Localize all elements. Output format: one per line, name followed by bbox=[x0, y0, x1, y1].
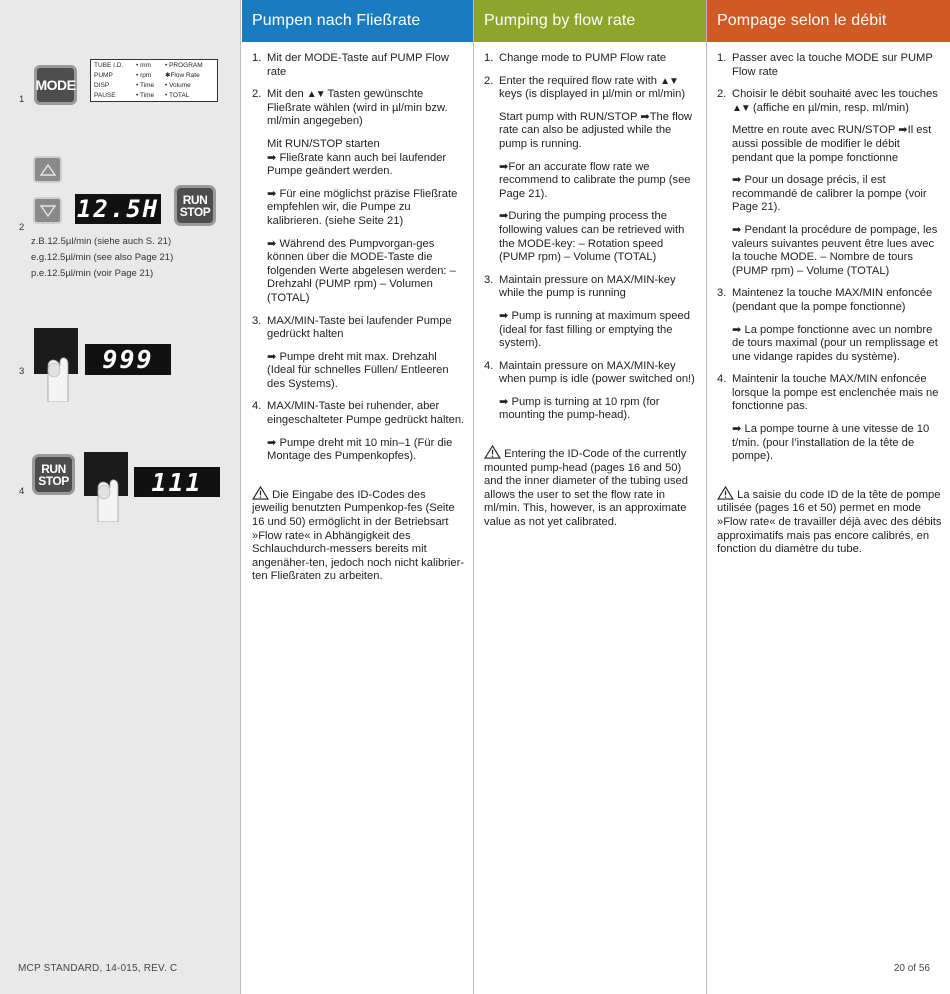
item-number: 3. bbox=[484, 273, 494, 286]
warning-text: La saisie du code ID de la tête de pompe utilisée (pages 16 et 50) permet en mode »Flow rate« de travailler déjà avec des débits approximatifs mais pas encore calibrés, en fonction du diamètre du tube. bbox=[717, 488, 942, 556]
item-number: 1. bbox=[252, 52, 262, 64]
list-item bbox=[717, 88, 942, 115]
column-english bbox=[474, 0, 707, 994]
info-cell: PAUSE bbox=[94, 92, 116, 99]
item-text: Passer avec la touche MODE sur PUMP Flow rate bbox=[732, 52, 933, 78]
caption-de: z.B.12.5µl/min (siehe auch S. 21) bbox=[31, 236, 172, 247]
paragraph: Mettre en route avec RUN/STOP ➡Il est aussi possible de modifier le débit pendant que la pompe fonctionne bbox=[732, 124, 932, 164]
paragraph: ➡For an accurate flow rate we recommend to calibrate the pump (see Page 21). bbox=[499, 160, 691, 200]
down-triangle-icon bbox=[40, 205, 56, 217]
finger-press-icon bbox=[84, 452, 128, 522]
max-speed-display bbox=[85, 344, 171, 375]
paragraph: ➡ Pendant la procédure de pompage, les valeurs suivantes peuvent être lues avec la touche MODE. – Nombre de tours (PUMP rpm) – Volume (TOTAL) bbox=[732, 223, 938, 277]
page-number: 20 of 56 bbox=[893, 963, 930, 974]
item-number: 4. bbox=[484, 359, 494, 372]
item-text: Maintenez la touche MAX/MIN enfoncée (pendant que la pompe fonctionne) bbox=[732, 287, 933, 313]
paragraph: ➡ Pump is turning at 10 rpm (for mounting the pump-head). bbox=[499, 395, 660, 422]
list-item bbox=[484, 75, 698, 102]
stop-label: STOP bbox=[179, 204, 211, 219]
up-down-arrows-icon: ▲▼ bbox=[306, 89, 325, 101]
column-french bbox=[707, 0, 950, 994]
down-arrow-button bbox=[33, 197, 62, 224]
up-arrow-button bbox=[33, 156, 62, 183]
info-cell: ✱Flow Rate bbox=[165, 72, 200, 79]
warning-text: Die Eingabe des ID-Codes des jeweilig benutzten Pumpenkop-fes (Seite 16 und 50) ermöglicht in der Betriebsart »Flow rate« in Abhängigkeit des Schlauchdurch-messers bereits mit angenäher-ten, jedoch noch nicht kalibrier-ten Fließraten zu arbeiten. bbox=[252, 488, 465, 583]
info-cell: • PROGRAM bbox=[165, 62, 203, 69]
paragraph: ➡ Pumpe dreht mit max. Drehzahl (Ideal für schnelles Füllen/ Entleeren des Systems). bbox=[267, 350, 449, 390]
finger-press-icon bbox=[34, 328, 78, 402]
warning-icon bbox=[717, 486, 734, 500]
run-stop-button bbox=[174, 185, 216, 226]
illustration-sidebar bbox=[0, 0, 241, 994]
up-down-arrows-icon: ▲▼ bbox=[732, 102, 750, 114]
item-text: Maintain pressure on MAX/MIN-key when pump is idle (power switched on!) bbox=[499, 359, 695, 386]
item-number: 4. bbox=[717, 373, 727, 386]
item-number: 4. bbox=[252, 400, 262, 413]
info-cell: PUMP bbox=[94, 72, 113, 79]
info-cell: • mm bbox=[136, 62, 151, 69]
list-item bbox=[252, 315, 465, 342]
mode-button-label: MODE bbox=[35, 77, 76, 93]
flow-rate-display bbox=[75, 194, 161, 224]
display-value: 111 bbox=[151, 467, 203, 497]
warning-icon bbox=[252, 486, 269, 500]
info-cell: TUBE I.D. bbox=[94, 62, 124, 69]
item-number: 2. bbox=[484, 74, 494, 87]
paragraph: ➡ La pompe fonctionne avec un nombre de tours maximal (pour un remplissage et une vidange rapides du système). bbox=[732, 323, 938, 363]
warning-note bbox=[252, 486, 465, 584]
item-text: Tasten gewünschte Fließrate wählen (wird in µl/min bzw. ml/min angegeben) bbox=[267, 88, 448, 128]
info-cell: • rpm bbox=[136, 72, 152, 79]
paragraph: ➡ Pour un dosage précis, il est recommandé de calibrer la pompe (voir Page 21). bbox=[732, 174, 927, 214]
item-number: 3. bbox=[717, 287, 727, 300]
item-number: 1. bbox=[717, 52, 727, 64]
list-item bbox=[717, 373, 942, 414]
up-triangle-icon bbox=[40, 164, 56, 176]
paragraph: ➡ Während des Pumpvorgan-ges können über die MODE-Taste die folgenden Werte abgelesen werden: – Drehzahl (PUMP rpm) – Volumen (TOTAL) bbox=[267, 237, 456, 304]
paragraph: Start pump with RUN/STOP ➡The flow rate can also be adjusted while the pump is running. bbox=[499, 110, 692, 150]
item-number: 2. bbox=[717, 88, 727, 101]
step-number: 4 bbox=[19, 486, 25, 497]
item-text: Change mode to PUMP Flow rate bbox=[499, 52, 667, 64]
warning-note bbox=[717, 486, 942, 557]
list-item bbox=[484, 360, 698, 387]
item-text: keys (is displayed in µl/min or ml/min) bbox=[499, 88, 686, 101]
paragraph: ➡ Fließrate kann auch bei laufender Pumpe geändert werden. bbox=[267, 151, 447, 178]
caption-en: e.g.12.5µl/min (see also Page 21) bbox=[31, 252, 174, 263]
item-text: Maintain pressure on MAX/MIN-key while the pump is running bbox=[499, 273, 676, 300]
list-item bbox=[484, 274, 698, 301]
paragraph: ➡During the pumping process the following values can be retrieved with the MODE-key: – Rotation speed (PUMP rpm) – Volume (TOTAL) bbox=[499, 210, 685, 264]
step-number: 3 bbox=[19, 366, 25, 377]
step-number: 2 bbox=[19, 222, 25, 233]
item-text: MAX/MIN-Taste bei ruhender, aber eingeschalteter Pumpe gedrückt halten. bbox=[267, 400, 465, 427]
column-german bbox=[242, 0, 474, 994]
paragraph: ➡ Für eine möglichst präzise Fließrate empfehlen wir, die Pumpe zu kalibrieren. (siehe Seite 21) bbox=[267, 187, 458, 227]
list-item bbox=[252, 88, 465, 129]
up-down-arrows-icon: ▲▼ bbox=[660, 75, 678, 87]
list-item bbox=[717, 52, 942, 79]
info-cell: • TOTAL bbox=[165, 92, 190, 99]
item-text: (affiche en µl/min, resp. ml/min) bbox=[752, 101, 909, 114]
list-item bbox=[252, 52, 465, 79]
paragraph: ➡ La pompe tourne à une vitesse de 10 t/min. (pour l’installation de la tête de pompe). bbox=[732, 423, 930, 463]
list-item bbox=[717, 287, 942, 314]
warning-note bbox=[484, 445, 698, 530]
document-id: MCP STANDARD, 14-015, REV. C bbox=[18, 963, 178, 974]
run-stop-button bbox=[32, 454, 75, 495]
list-item bbox=[484, 52, 698, 66]
paragraph: ➡ Pumpe dreht mit 10 min–1 (Für die Montage des Pumpenkopfes). bbox=[267, 436, 453, 463]
item-number: 3. bbox=[252, 314, 262, 327]
warning-icon bbox=[484, 445, 501, 459]
item-text: Mit den bbox=[267, 88, 304, 101]
info-cell: • Time bbox=[136, 92, 155, 99]
info-cell: • Time bbox=[136, 82, 155, 89]
caption-fr: p.e.12.5µl/min (voir Page 21) bbox=[31, 268, 154, 279]
item-number: 1. bbox=[484, 52, 494, 64]
display-value: 999 bbox=[102, 345, 154, 374]
info-cell: • Volume bbox=[165, 82, 191, 89]
warning-text: Entering the ID-Code of the currently mounted pump-head (pages 16 and 50) and the inner diameter of the tubing used allows the user to set the flow rate in ml/min. This, however, is an approximate value as not yet calibrated. bbox=[484, 448, 689, 529]
stop-label: STOP bbox=[38, 473, 69, 488]
list-item bbox=[252, 400, 465, 427]
info-cell: DISP bbox=[94, 82, 110, 89]
item-text: Maintenir la touche MAX/MIN enfoncée lorsque la pompe est enclenchée mais ne fonctionne pas. bbox=[732, 373, 939, 413]
run-label: RUN bbox=[182, 192, 208, 207]
mode-info-box bbox=[90, 59, 218, 102]
column-title: Pompage selon le débit bbox=[707, 0, 950, 42]
display-value: 12.5H bbox=[76, 195, 160, 223]
item-text: Enter the required flow rate with bbox=[499, 74, 657, 87]
item-text: MAX/MIN-Taste bei laufender Pumpe gedrückt halten bbox=[267, 314, 452, 341]
item-number: 2. bbox=[252, 88, 262, 101]
idle-speed-display bbox=[134, 467, 220, 497]
paragraph: Mit RUN/STOP starten bbox=[267, 137, 380, 150]
item-text: Choisir le débit souhaité avec les touches bbox=[732, 88, 938, 101]
step-number: 1 bbox=[19, 94, 25, 105]
column-title: Pumping by flow rate bbox=[474, 0, 706, 42]
paragraph: ➡ Pump is running at maximum speed (ideal for fast filling or emptying the system). bbox=[499, 309, 690, 350]
item-text: Mit der MODE-Taste auf PUMP Flow rate bbox=[267, 52, 449, 78]
column-title: Pumpen nach Fließrate bbox=[242, 0, 473, 42]
mode-button bbox=[34, 65, 77, 105]
run-label: RUN bbox=[41, 461, 66, 476]
